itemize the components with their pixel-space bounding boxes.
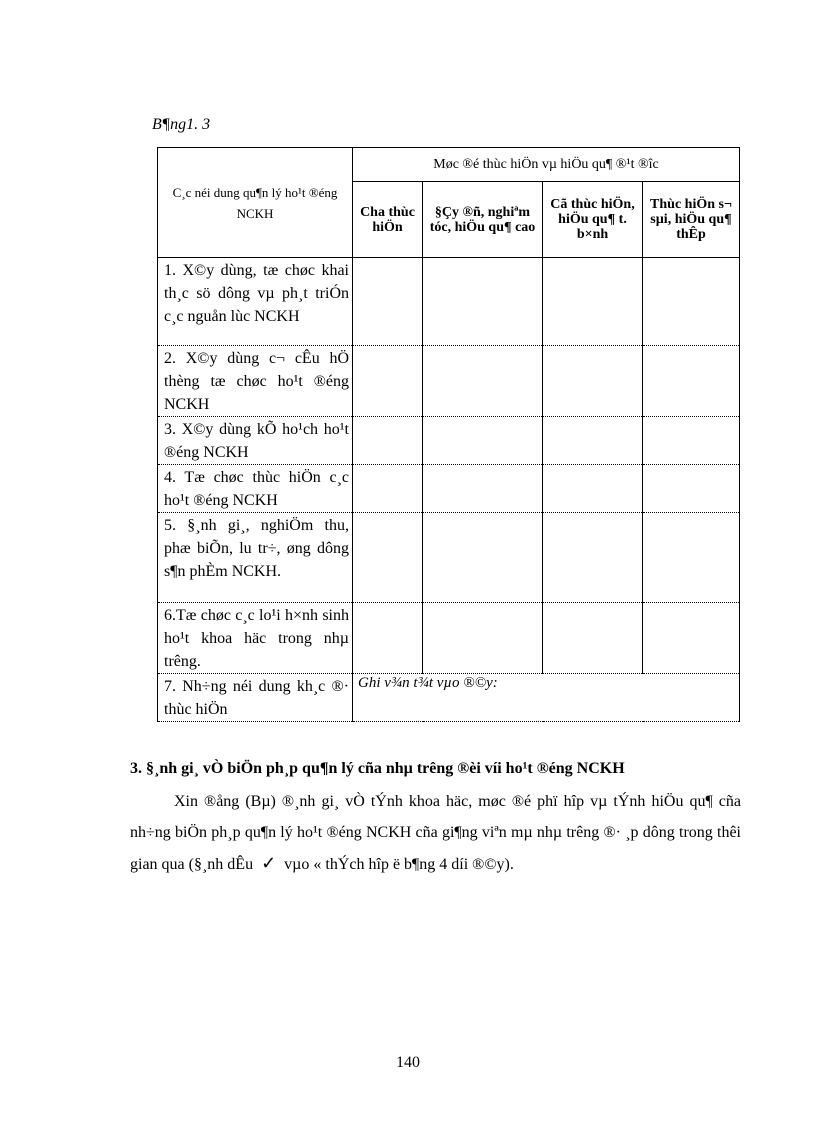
rating-cell[interactable]: [423, 465, 543, 513]
table-row-label: 4. Tæ chøc thùc hiÖn c¸c ho¹t ®éng NCKH: [158, 465, 353, 513]
table-row-label: 1. X©y dùng, tæ chøc khai th¸c sö dông vµ ph¸t triÓn c¸c nguån lùc NCKH: [158, 258, 353, 346]
subheader-full-high: §Çy ®ñ, nghiªm tóc, hiÖu qu¶ cao: [423, 182, 543, 258]
instruction-paragraph: [130, 786, 741, 880]
rating-cell[interactable]: [423, 513, 543, 603]
rating-cell[interactable]: [353, 603, 423, 674]
rating-cell[interactable]: [643, 603, 740, 674]
subheader-low: Thùc hiÖn s¬ sµi, hiÖu qu¶ thÊp: [643, 182, 740, 258]
rating-cell[interactable]: [423, 346, 543, 417]
table-row-label: 3. X©y dùng kÕ ho¹ch ho¹t ®éng NCKH: [158, 417, 353, 465]
rating-cell[interactable]: [543, 417, 643, 465]
section-heading: 3. §¸nh gi¸ vÒ biÖn ph¸p qu¶n lý cña nhµ trêng ®èi víi ho¹t ®éng NCKH: [130, 760, 625, 777]
rating-cell[interactable]: [643, 258, 740, 346]
rating-cell[interactable]: [643, 513, 740, 603]
rating-cell[interactable]: [423, 258, 543, 346]
table-caption: B¶ng1. 3: [152, 116, 211, 133]
rating-cell[interactable]: [423, 603, 543, 674]
notes-field[interactable]: Ghi v¾n t¾t vµo ®©y:: [353, 674, 740, 722]
rating-cell[interactable]: [543, 465, 643, 513]
rating-cell[interactable]: [543, 258, 643, 346]
rating-cell[interactable]: [543, 513, 643, 603]
paragraph-text-before: Xin ®ång (Bµ) ®¸nh gi¸ vÒ tÝnh khoa häc, møc ®é phï hîp vµ tÝnh hiÖu qu¶ cña nh÷ng biÖn ph¸p qu¶n lý ho¹t ®éng NCKH cña gi¶ng viªn mµ nhµ trêng ®· ¸p dông trong thêi gian qua (§¸nh dÊu: [130, 793, 741, 873]
rating-cell[interactable]: [543, 346, 643, 417]
subheader-not-done: Cha thùc hiÖn: [353, 182, 423, 258]
rating-cell[interactable]: [353, 417, 423, 465]
rating-cell[interactable]: [353, 465, 423, 513]
rating-cell[interactable]: [353, 258, 423, 346]
table-row-label: 6.Tæ chøc c¸c lo¹i h×nh sinh ho¹t khoa häc trong nhµ trêng.: [158, 603, 353, 674]
survey-table: [157, 147, 740, 722]
rating-cell[interactable]: [643, 417, 740, 465]
page-number: 140: [396, 1054, 420, 1071]
rating-cell[interactable]: [643, 346, 740, 417]
rating-cell[interactable]: [353, 346, 423, 417]
header-level-group: Møc ®é thùc hiÖn vµ hiÖu qu¶ ®¹t ®îc: [353, 148, 740, 182]
subheader-average: Cã thùc hiÖn, hiÖu qu¶ t. b×nh: [543, 182, 643, 258]
table-row-label: 2. X©y dùng c¬ cÊu hÖ thèng tæ chøc ho¹t ®éng NCKH: [158, 346, 353, 417]
rating-cell[interactable]: [423, 417, 543, 465]
table-row-label: 5. §¸nh gi¸, nghiÖm thu, phæ biÕn, lu tr÷, øng dông s¶n phÈm NCKH.: [158, 513, 353, 603]
rating-cell[interactable]: [353, 513, 423, 603]
header-content-column: C¸c néi dung qu¶n lý ho¹t ®éng NCKH: [158, 148, 353, 258]
table-row-label: 7. Nh÷ng néi dung kh¸c ®· thùc hiÖn: [158, 674, 353, 722]
rating-cell[interactable]: [543, 603, 643, 674]
paragraph-text-after: vµo « thÝch hîp ë b¶ng 4 díi ®©y).: [284, 856, 514, 873]
check-mark-icon: ✓: [261, 853, 277, 873]
rating-cell[interactable]: [643, 465, 740, 513]
